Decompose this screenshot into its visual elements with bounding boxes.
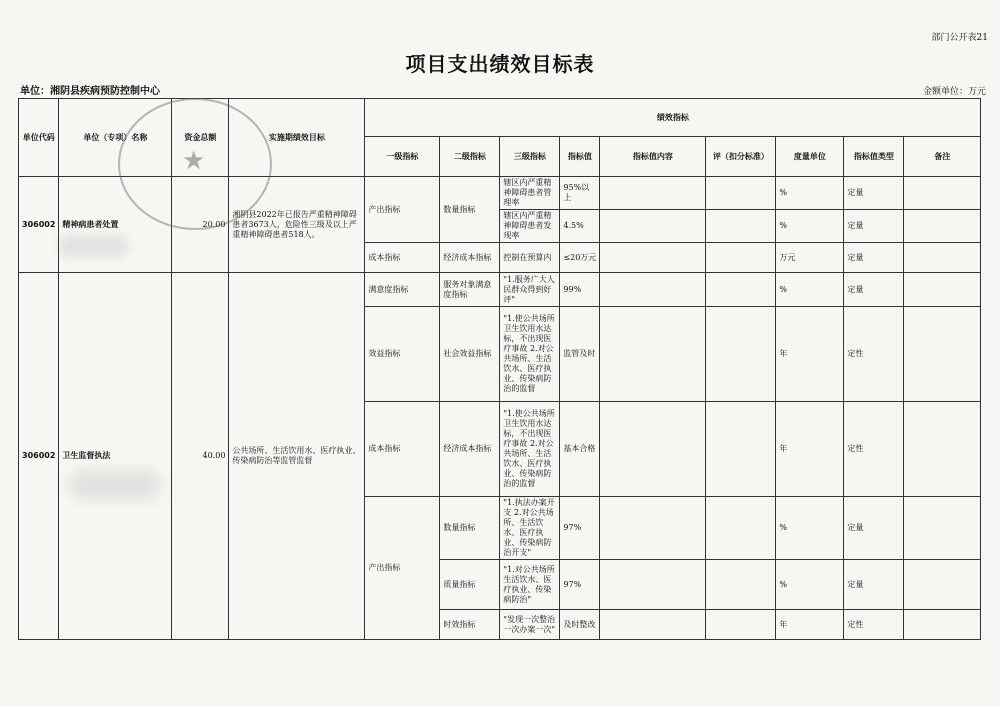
indicator-remark xyxy=(904,497,981,560)
blur-mark xyxy=(58,235,128,257)
indicator-value-type: 定量 xyxy=(844,560,904,610)
amount-unit-label: 金额单位：万元 xyxy=(922,87,986,97)
indicator-value-content xyxy=(600,560,706,610)
indicator-level3: "1.使公共场所卫生饮用水达标，不出现医疗事故 2.对公共场所、生活饮水、医疗执业、传染病防治的监督 xyxy=(503,314,555,393)
indicator-measure-unit: % xyxy=(776,177,844,210)
indicator-level2: 社会效益指标 xyxy=(440,307,500,402)
indicator-value-type: 定量 xyxy=(844,210,904,243)
indicator-level2: 质量指标 xyxy=(440,560,500,610)
indicator-scoring xyxy=(706,610,776,640)
indicator-level1: 成本指标 xyxy=(365,243,440,273)
indicator-value-type: 定量 xyxy=(844,497,904,560)
header-level1: 一级指标 xyxy=(365,137,440,177)
form-number-label: 部门公开表21 xyxy=(931,33,988,43)
header-value-type: 指标值类型 xyxy=(844,137,904,177)
indicator-value: 95%以上 xyxy=(560,177,600,210)
indicator-value-type: 定量 xyxy=(844,177,904,210)
blur-mark xyxy=(70,470,160,500)
table-row xyxy=(19,273,981,307)
indicator-level1: 产出指标 xyxy=(365,177,440,243)
indicator-remark xyxy=(904,402,981,497)
indicator-level2: 经济成本指标 xyxy=(440,402,500,497)
indicator-level3: 辖区内严重精神障碍患者管理率 xyxy=(503,178,552,207)
indicator-value: 监管及时 xyxy=(560,307,600,402)
indicator-level1: 效益指标 xyxy=(365,307,440,402)
indicator-level1: 产出指标 xyxy=(365,497,440,640)
indicator-level2: 经济成本指标 xyxy=(440,243,500,273)
indicator-level3: "1.使公共场所卫生饮用水达标，不出现医疗事故 2.对公共场所、生活饮水、医疗执业、传染病防治的监督 xyxy=(503,409,555,488)
header-indicator-value: 指标值 xyxy=(560,137,600,177)
indicator-level2: 服务对象满意度指标 xyxy=(440,273,500,307)
indicator-value-content xyxy=(600,243,706,273)
project-goal: 湘阴县2022年已报告严重精神障碍患者3673人，危险性三级及以上严重精神障碍患者518人。 xyxy=(229,177,365,273)
indicator-remark xyxy=(904,307,981,402)
indicator-scoring xyxy=(706,243,776,273)
seal-star-icon: ★ xyxy=(182,146,206,176)
indicator-measure-unit: % xyxy=(776,210,844,243)
indicator-level3: "发现一次整治一次办案一次" xyxy=(503,614,556,634)
indicator-value-content xyxy=(600,610,706,640)
header-scoring: 评（扣分标准） xyxy=(706,137,776,177)
header-remark: 备注 xyxy=(904,137,981,177)
project-name: 卫生监督执法 xyxy=(59,273,172,640)
indicator-measure-unit: % xyxy=(776,497,844,560)
indicator-value-type: 定性 xyxy=(844,307,904,402)
indicator-measure-unit: 年 xyxy=(776,402,844,497)
indicator-remark xyxy=(904,177,981,210)
indicator-measure-unit: 年 xyxy=(776,610,844,640)
page-title: 项目支出绩效目标表 xyxy=(405,52,595,76)
indicator-scoring xyxy=(706,402,776,497)
indicator-value-content xyxy=(600,497,706,560)
header-unit-code: 单位代码 xyxy=(19,99,59,177)
indicator-remark xyxy=(904,273,981,307)
indicator-remark xyxy=(904,243,981,273)
project-funds: 20.00 xyxy=(172,177,229,273)
header-level2: 二级指标 xyxy=(440,137,500,177)
indicator-value-type: 定量 xyxy=(844,243,904,273)
header-level3: 三级指标 xyxy=(500,137,560,177)
indicator-scoring xyxy=(706,497,776,560)
indicator-value-type: 定性 xyxy=(844,402,904,497)
indicator-value-type: 定量 xyxy=(844,273,904,307)
indicator-value-content xyxy=(600,402,706,497)
indicator-level3: "1.执法办案开支 2.对公共场所、生活饮水、医疗执业、传染病防治开支" xyxy=(503,498,555,557)
header-measure-unit: 度量单位 xyxy=(776,137,844,177)
indicator-value-content xyxy=(600,210,706,243)
project-funds: 40.00 xyxy=(172,273,229,640)
project-code: 306002 xyxy=(19,273,59,640)
indicator-level2: 数量指标 xyxy=(440,497,500,560)
header-funds-total: 资金总额 xyxy=(172,99,229,177)
indicator-remark xyxy=(904,560,981,610)
indicator-value: 基本合格 xyxy=(560,402,600,497)
header-unit-project-name: 单位（专项）名称 xyxy=(59,99,172,177)
indicator-value: 及时整改 xyxy=(560,610,600,640)
indicator-value-content xyxy=(600,307,706,402)
indicator-remark xyxy=(904,210,981,243)
unit-label: 单位：湘阴县疾病预防控制中心 xyxy=(20,86,160,97)
performance-target-table xyxy=(18,98,981,640)
indicator-value-content xyxy=(600,273,706,307)
indicator-value: 97% xyxy=(560,560,600,610)
indicator-value: 99% xyxy=(560,273,600,307)
indicator-measure-unit: % xyxy=(776,273,844,307)
indicator-scoring xyxy=(706,177,776,210)
indicator-measure-unit: % xyxy=(776,560,844,610)
indicator-scoring xyxy=(706,560,776,610)
indicator-level3: "1.服务广大人民群众得到好评" xyxy=(503,274,555,304)
indicator-level1: 满意度指标 xyxy=(365,273,440,307)
indicator-value: 97% xyxy=(560,497,600,560)
header-indicator-value-content: 指标值内容 xyxy=(600,137,706,177)
indicator-measure-unit: 万元 xyxy=(776,243,844,273)
indicator-level2: 数量指标 xyxy=(440,177,500,243)
indicator-level3: "1.对公共场所生活饮水、医疗执业、传染病防治" xyxy=(503,564,555,604)
indicator-level3: 辖区内严重精神障碍患者发现率 xyxy=(503,211,552,240)
header-period-goal: 实施期绩效目标 xyxy=(229,99,365,177)
header-performance-indicators: 绩效指标 xyxy=(365,99,981,137)
indicator-scoring xyxy=(706,273,776,307)
indicator-scoring xyxy=(706,210,776,243)
project-name: 精神病患者处置 xyxy=(59,177,172,273)
indicator-level1: 成本指标 xyxy=(365,402,440,497)
indicator-value: ≤20万元 xyxy=(560,243,600,273)
indicator-value-type: 定性 xyxy=(844,610,904,640)
project-code: 306002 xyxy=(19,177,59,273)
indicator-measure-unit: 年 xyxy=(776,307,844,402)
indicator-value: 4.5% xyxy=(560,210,600,243)
indicator-scoring xyxy=(706,307,776,402)
project-goal: 公共场所、生活饮用水、医疗执业、传染病防治等监管监督 xyxy=(229,273,365,640)
indicator-value-content xyxy=(600,177,706,210)
table-row xyxy=(19,177,981,210)
indicator-remark xyxy=(904,610,981,640)
indicator-level3: 控制在预算内 xyxy=(503,252,552,262)
indicator-level2: 时效指标 xyxy=(440,610,500,640)
